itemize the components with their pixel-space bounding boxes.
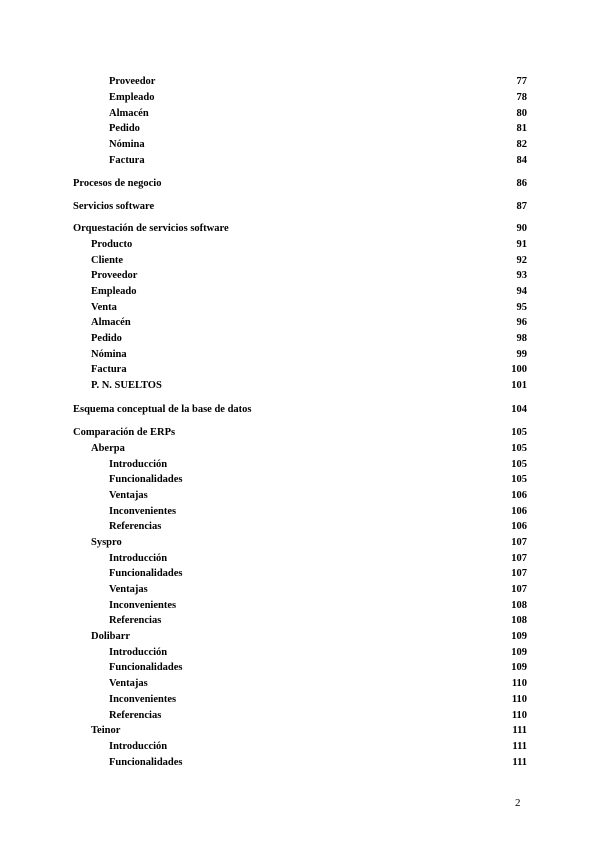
toc-entry[interactable] [109,473,527,487]
toc-entry-page: 96 [516,317,527,328]
toc-entry-page: 101 [511,380,527,391]
toc-entry-label: Inconvenientes [109,694,177,705]
toc-entry-label: Servicios software [73,201,155,212]
toc-entry-page: 105 [511,427,527,438]
toc-entry-page: 109 [511,647,527,658]
toc-entry[interactable] [73,426,527,440]
toc-entry[interactable] [109,614,527,628]
toc-entry[interactable] [109,505,527,519]
toc-entry-label: Inconvenientes [109,600,177,611]
toc-entry-label: Referencias [109,521,162,532]
toc-entry[interactable] [109,520,527,534]
toc-entry-label: Referencias [109,615,162,626]
toc-entry-label: Nómina [109,139,145,150]
page-number: 2 [515,797,521,809]
toc-entry[interactable] [73,222,527,236]
toc-entry-label: Pedido [91,333,122,344]
toc-entry-label: Introducción [109,647,168,658]
toc-entry[interactable] [109,661,527,675]
toc-entry-page: 104 [511,404,527,415]
toc-entry[interactable] [73,177,527,191]
toc-entry[interactable] [91,254,527,268]
toc-entry-page: 111 [512,725,527,736]
toc-entry-label: Funcionalidades [109,474,183,485]
toc-entry[interactable] [109,709,527,723]
toc-entry-label: Nómina [91,349,127,360]
toc-entry-page: 98 [516,333,527,344]
toc-entry-label: Dolibarr [91,631,131,642]
toc-entry-page: 106 [511,506,527,517]
toc-entry[interactable] [91,348,527,362]
toc-entry-label: Cliente [91,255,124,266]
toc-entry[interactable] [109,489,527,503]
toc-entry-page: 90 [516,223,527,234]
toc-entry[interactable] [91,363,527,377]
toc-entry[interactable] [91,379,527,393]
toc-entry[interactable] [109,567,527,581]
toc-entry-label: Esquema conceptual de la base de datos [73,404,252,415]
toc-entry-label: Introducción [109,459,168,470]
toc-entry[interactable] [109,107,527,121]
toc-entry-label: Empleado [91,286,137,297]
toc-entry[interactable] [109,740,527,754]
toc-entry-page: 111 [512,741,527,752]
toc-entry[interactable] [109,552,527,566]
toc-entry-page: 92 [516,255,527,266]
toc-entry-label: Referencias [109,710,162,721]
toc-entry-label: Empleado [109,92,155,103]
toc-entry-page: 106 [511,521,527,532]
toc-entry-page: 80 [516,108,527,119]
toc-entry-label: Syspro [91,537,122,548]
toc-entry[interactable] [109,693,527,707]
toc-entry-page: 95 [516,302,527,313]
toc-entry-page: 109 [511,631,527,642]
toc-entry[interactable] [109,756,527,770]
toc-entry-page: 100 [511,364,527,375]
toc-entry[interactable] [109,138,527,152]
toc-entry-page: 82 [516,139,527,150]
toc-entry-label: Aberpa [91,443,125,454]
toc-entry[interactable] [109,91,527,105]
toc-entry[interactable] [91,238,527,252]
toc-entry[interactable] [91,630,527,644]
toc-entry-page: 110 [511,694,527,705]
toc-entry[interactable] [109,458,527,472]
toc-entry[interactable] [109,599,527,613]
toc-entry-label: Inconvenientes [109,506,177,517]
toc-entry-page: 107 [511,553,527,564]
toc-entry[interactable] [109,75,527,89]
toc-entry-label: Funcionalidades [109,662,183,673]
toc-entry-label: P. N. SUELTOS [91,380,162,391]
toc-entry[interactable] [73,200,527,214]
toc-entry-label: Ventajas [109,678,148,689]
toc-entry-page: 107 [511,568,527,579]
toc-entry[interactable] [109,154,527,168]
toc-entry[interactable] [109,677,527,691]
toc-entry-page: 107 [511,537,527,548]
toc-entry-page: 81 [516,123,527,134]
toc-entry-page: 77 [516,76,527,87]
toc-entry-page: 110 [511,710,527,721]
toc-entry[interactable] [73,403,527,417]
toc-entry-label: Teinor [91,725,121,736]
toc-entry-page: 87 [516,201,527,212]
toc-entry[interactable] [109,583,527,597]
toc-entry-page: 108 [511,600,527,611]
toc-entry[interactable] [91,316,527,330]
toc-entry[interactable] [91,332,527,346]
toc-entry-label: Producto [91,239,133,250]
toc-entry[interactable] [91,724,527,738]
toc-entry-label: Pedido [109,123,140,134]
toc-entry-page: 86 [516,178,527,189]
toc-entry-page: 109 [511,662,527,673]
toc-entry[interactable] [91,442,527,456]
toc-entry-label: Procesos de negocio [73,178,162,189]
toc-entry[interactable] [91,269,527,283]
toc-entry-page: 93 [516,270,527,281]
toc-entry-page: 78 [516,92,527,103]
toc-entry-page: 99 [516,349,527,360]
toc-entry-page: 111 [512,757,527,768]
toc-entry-label: Almacén [109,108,149,119]
toc-entry[interactable] [109,122,527,136]
toc-entry-page: 105 [511,443,527,454]
toc-entry[interactable] [91,285,527,299]
toc-entry-page: 107 [511,584,527,595]
toc-entry-page: 105 [511,474,527,485]
toc-entry-label: Introducción [109,741,168,752]
toc-entry[interactable] [91,301,527,315]
toc-entry-page: 84 [516,155,527,166]
toc-entry-label: Factura [91,364,127,375]
toc-entry-label: Comparación de ERPs [73,427,176,438]
toc-entry-label: Factura [109,155,145,166]
toc-entry-label: Introducción [109,553,168,564]
toc-entry-label: Ventajas [109,490,148,501]
toc-entry-page: 91 [516,239,527,250]
toc-entry-label: Proveedor [91,270,138,281]
toc-entry-page: 105 [511,459,527,470]
toc-entry-page: 106 [511,490,527,501]
toc-entry-label: Proveedor [109,76,156,87]
toc-entry-label: Venta [91,302,117,313]
toc-entry[interactable] [109,646,527,660]
toc-entry[interactable] [91,536,527,550]
toc-entry-label: Ventajas [109,584,148,595]
toc-entry-label: Almacén [91,317,131,328]
toc-entry-page: 108 [511,615,527,626]
toc-entry-label: Funcionalidades [109,757,183,768]
toc-entry-label: Funcionalidades [109,568,183,579]
toc-entry-page: 94 [516,286,527,297]
toc-entry-page: 110 [511,678,527,689]
toc-entry-label: Orquestación de servicios software [73,223,229,234]
